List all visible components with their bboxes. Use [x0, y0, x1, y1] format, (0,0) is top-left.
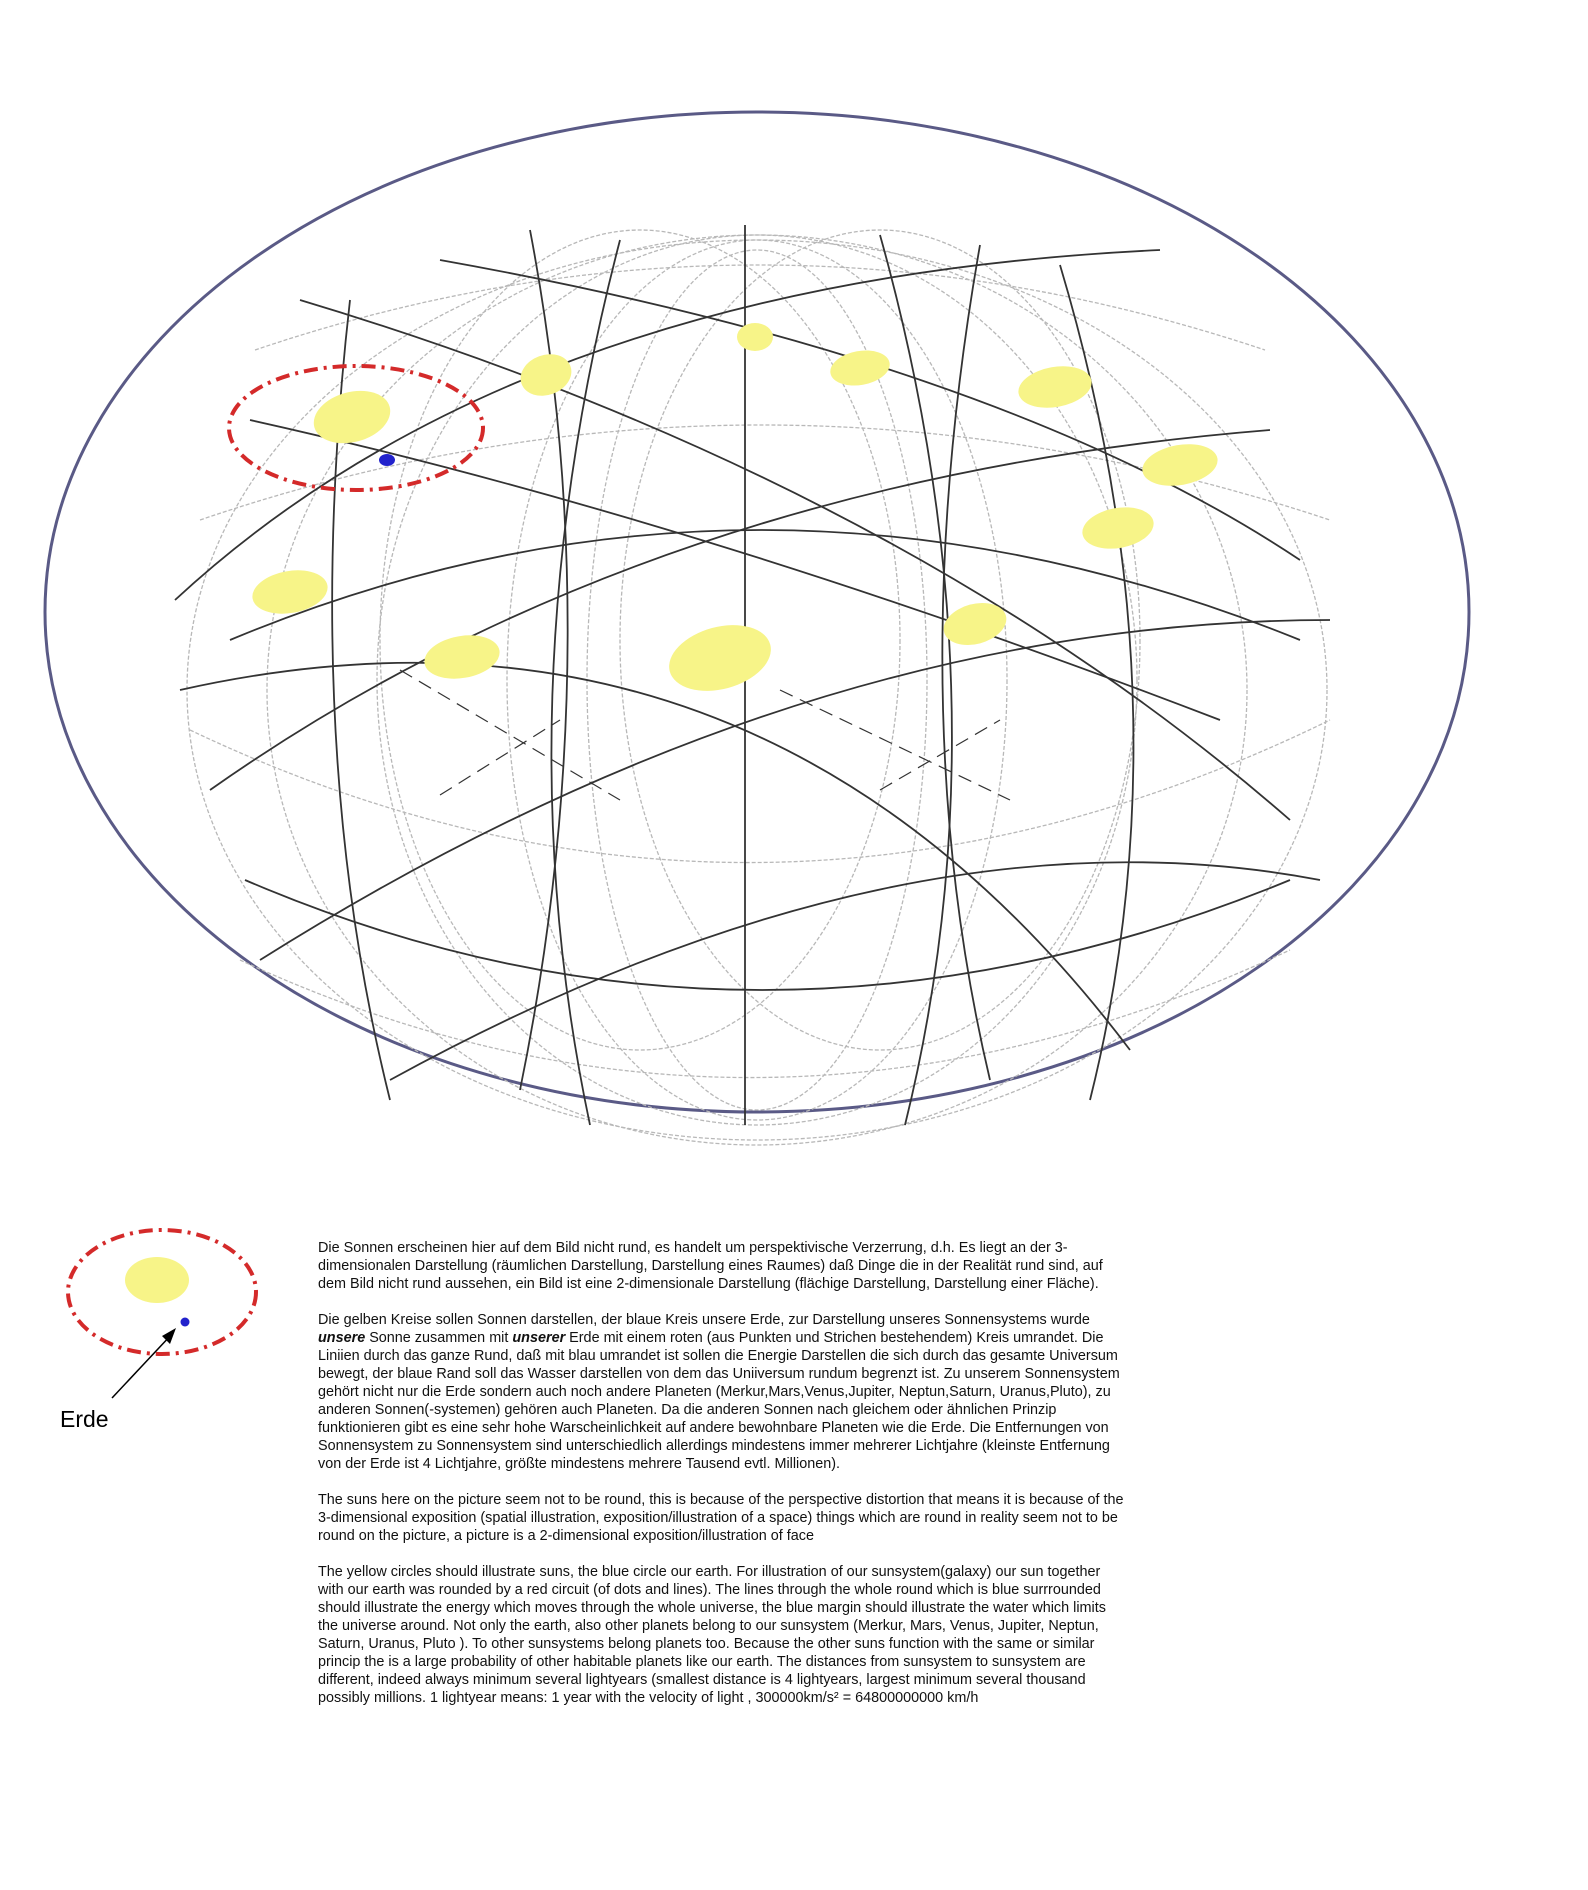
axis-dash — [400, 670, 620, 800]
sun — [515, 347, 578, 402]
description-de-paragraph-2 — [318, 1311, 1128, 1473]
description-en-paragraph-1: The suns here on the picture seem not to be round, this is because of the perspective distortion that means it is because of the 3-dimensional exposition (spatial illustration, exposition/illustration of a space) things which are round in reality seem not to be round on the picture, a picture is a 2-dimensional exposition/illustration of face — [318, 1492, 1124, 1544]
sun — [1015, 361, 1095, 413]
earth-label: Erde — [60, 1406, 109, 1432]
de-p2-part-c: Erde mit einem roten (aus Punkten und Strichen bestehendem) Kreis umrandet. Die Liniien durch das ganze Rund, daß mit blau umrandet ist sollen die Energie Darstellen die sich durch das gesamte Universum bewegt, der blaue Rand soll das Wasser darstellen von dem das Uniiversum rundum begrenzt ist. Zu unserem Sonnensystem gehört nicht nur die Erde sondern auch noch andere Planeten (Merkur,Mars,Venus,Jupiter, Neptun,Saturn, Uranus,Pluto), zu anderen Sonnen(-systemen) gehören auch Planeten. Da die anderen Sonnen nach gleichem oder ähnlichen Prinzip funktionieren gibt es eine sehr hohe Warscheinlichkeit auf andere bewohnbare Planeten wie die Erde. Die Entfernungen von Sonnensystem zu Sonnensystem sind unterschiedlich allerdings mindestens immer mehrerer Lichtjahre (kleinste Entfernung von der Erde ist 4 Lichtjahre, größte mindestens mehrere Tausend evtl. Millionen). — [318, 1330, 1120, 1472]
sun — [737, 323, 773, 351]
axis-dash — [440, 720, 560, 795]
universe-boundary — [45, 112, 1469, 1112]
latitude-line — [245, 880, 1290, 990]
de-p2-emphasis-2: unserer — [512, 1330, 566, 1346]
axis-dash — [780, 690, 1010, 800]
de-p2-emphasis-1: unsere — [318, 1330, 366, 1346]
latitude-line — [240, 950, 1290, 1078]
diagonal-line — [390, 862, 1320, 1080]
sun — [421, 630, 503, 685]
latitude-line — [190, 720, 1330, 863]
legend-arrow — [112, 1334, 172, 1398]
de-p2-part-a: Die gelben Kreise sollen Sonnen darstellen, der blaue Kreis unsere Erde, zur Darstellung unseres Sonnensystems wurde — [318, 1312, 1090, 1328]
description-text — [318, 1239, 1128, 1725]
meridian-line — [880, 235, 952, 1125]
diagonal-line — [260, 620, 1330, 960]
energy-lines-light — [187, 230, 1330, 1145]
legend-earth — [181, 1318, 190, 1327]
axis-dash — [880, 720, 1000, 790]
meridian-line — [267, 235, 1247, 1145]
description-de-paragraph-1: Die Sonnen erscheinen hier auf dem Bild nicht rund, es handelt um perspektivische Verzerrung, d.h. Es liegt an der 3-dimensionalen Darstellung (räumlichen Darstellung, Darstellung eines Raumes) daß Dinge die in der Realität rund sind, auf dem Bild nicht rund aussehen, ein Bild ist eine 2-dimensionale Darstellung (flächige Darstellung, Darstellung einer Fläche). — [318, 1240, 1103, 1292]
legend — [68, 1230, 256, 1398]
legend-sun — [125, 1257, 189, 1303]
earth-dot — [379, 454, 395, 466]
diagonal-line — [300, 300, 1290, 820]
sun — [1079, 502, 1157, 554]
description-en-paragraph-2: The yellow circles should illustrate suns, the blue circle our earth. For illustration of our sunsystem(galaxy) our sun together with our earth was rounded by a red circuit (of dots and lines). The lines through the whole round which is blue surrrounded should illustrate the energy which moves through the whole universe, the blue margin should illustrate the water which limits the universe around. Not only the earth, also other planets belong to our sunsystem (Merkur, Mars, Venus, Jupiter, Neptun, Saturn, Uranus, Pluto ). To other sunsystems belong planets too. Because the other suns function with the same or similar princip the is a large probability of other habitable planets like our earth. The distances from sunsystem to sunsystem are different, indeed always minimum several lightyears (smallest distance is 4 lightyears, largest minimum several thousand possibly millions. 1 lightyear means: 1 year with the velocity of light , 300000km/s² = 64800000000 km/h — [318, 1564, 1106, 1706]
sun — [308, 383, 396, 451]
suns — [249, 323, 1221, 701]
meridian-line — [377, 235, 1137, 1125]
sun — [249, 565, 331, 620]
diagonal-line — [440, 260, 1300, 560]
sun — [1139, 439, 1221, 492]
diagonal-line — [180, 663, 1130, 1050]
de-p2-part-b: Sonne zusammen mit — [365, 1330, 513, 1346]
sun — [662, 615, 779, 702]
meridian-line — [187, 240, 1327, 1140]
